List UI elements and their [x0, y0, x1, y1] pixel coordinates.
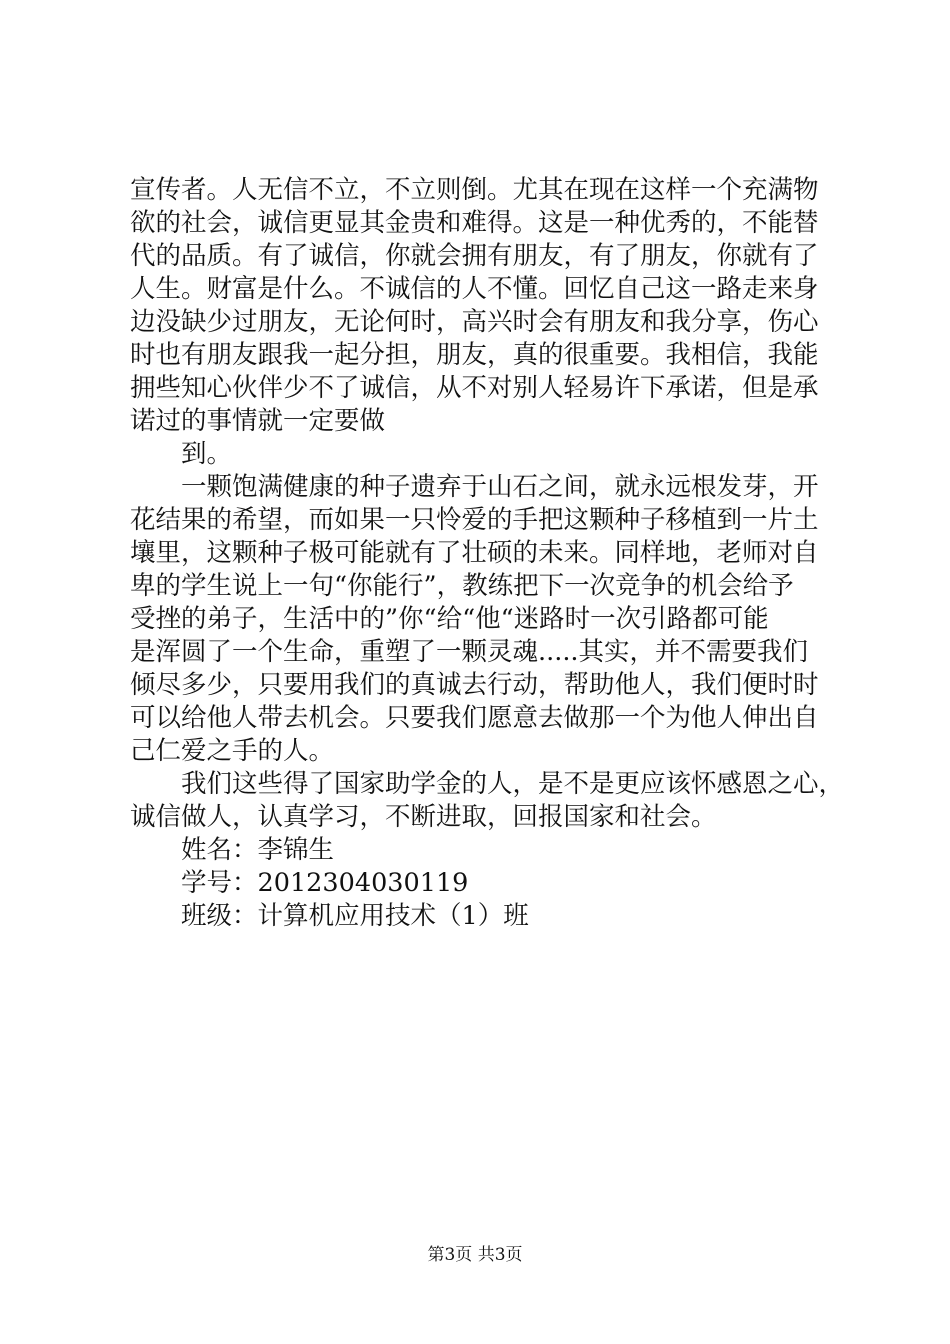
text-line: 代的品质。有了诚信，你就会拥有朋友，有了朋友，你就有了: [130, 241, 819, 271]
text-line: 边没缺少过朋友，无论何时，高兴时会有朋友和我分享，伤心: [130, 307, 819, 337]
document-body: [130, 174, 845, 933]
text-line: 壤里，这颗种子极可能就有了壮硕的未来。同样地，老师对自: [130, 538, 819, 568]
text-line: 欲的社会，诚信更显其金贵和难得。这是一种优秀的，不能替: [130, 208, 819, 238]
text-line: 己仁爱之手的人。: [130, 736, 335, 766]
text-line: 到。: [181, 439, 233, 469]
text-line: 可以给他人带去机会。只要我们愿意去做那一个为他人伸出自: [130, 703, 819, 733]
text-line: 诺过的事情就一定要做: [130, 406, 386, 436]
text-line: 受挫的弟子，生活中的”你“给“他“迷路时一次引路都可能: [130, 604, 769, 634]
page-footer: [0, 1244, 950, 1266]
paragraph-start-line: 我们这些得了国家助学金的人，是不是更应该怀感恩之心，: [181, 769, 845, 799]
paragraph-start-line: 一颗饱满健康的种子遗弃于山石之间，就永远根发芽，开: [181, 472, 819, 502]
text-line: 倾尽多少，只要用我们的真诚去行动，帮助他人，我们便时时: [130, 670, 819, 700]
text-line: 拥些知心伙伴少不了诚信，从不对别人轻易许下承诺，但是承: [130, 373, 819, 403]
page-number-label: 第3页 共3页: [427, 1245, 523, 1265]
signature-name-line: 姓名：李锦生: [181, 835, 335, 865]
text-line: 是浑圆了一个生命，重塑了一颗灵魂.....其实，并不需要我们: [130, 637, 809, 667]
text-line: 人生。财富是什么。不诚信的人不懂。回忆自己这一路走来身: [130, 274, 819, 304]
text-line: 宣传者。人无信不立，不立则倒。尤其在现在这样一个充满物: [130, 175, 819, 205]
signature-class-line: 班级：计算机应用技术（1）班: [181, 901, 529, 931]
text-line: 诚信做人，认真学习，不断进取，回报国家和社会。: [130, 802, 717, 832]
text-line: 时也有朋友跟我一起分担，朋友，真的很重要。我相信，我能: [130, 340, 819, 370]
text-line: 卑的学生说上一句“你能行”，教练把下一次竞争的机会给予: [130, 571, 794, 601]
signature-student-id-line: 学号：2012304030119: [181, 868, 469, 898]
text-line: 花结果的希望，而如果一只怜爱的手把这颗种子移植到一片土: [130, 505, 819, 535]
